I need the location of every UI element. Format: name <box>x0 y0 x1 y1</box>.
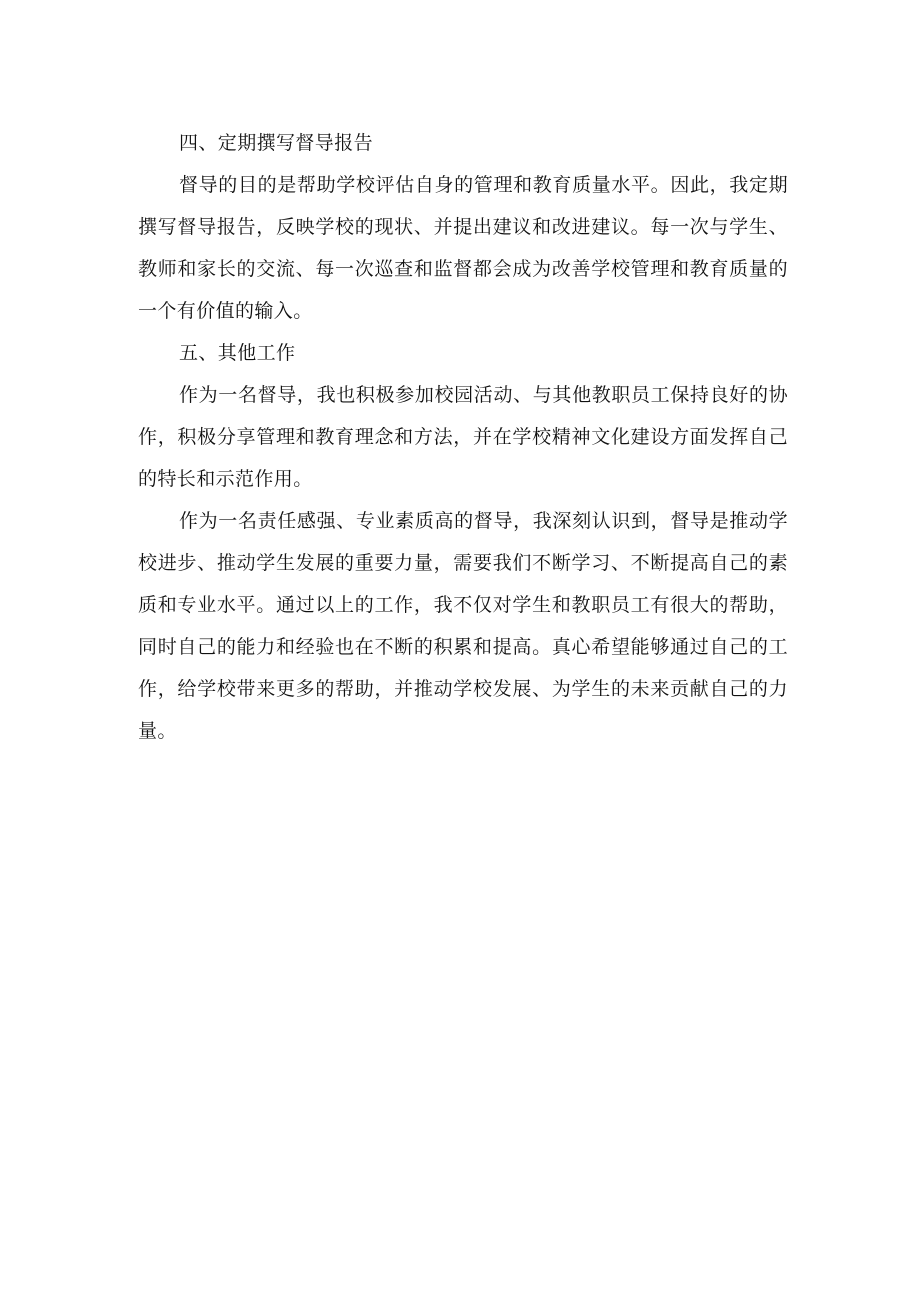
paragraph-other-work: 作为一名督导，我也积极参加校园活动、与其他教职员工保持良好的协作，积极分享管理和教育理念和方法，并在学校精神文化建设方面发挥自己的特长和示范作用。 <box>138 384 788 490</box>
document-body <box>138 122 788 752</box>
section-heading-other-work: 五、其他工作 <box>179 342 296 364</box>
section-heading-supervision-report: 四、定期撰写督导报告 <box>179 132 374 154</box>
paragraph-conclusion: 作为一名责任感强、专业素质高的督导，我深刻认识到，督导是推动学校进步、推动学生发展的重要力量，需要我们不断学习、不断提高自己的素质和专业水平。通过以上的工作，我不仅对学生和教职员工有很大的帮助，同时自己的能力和经验也在不断的积累和提高。真心希望能够通过自己的工作，给学校带来更多的帮助，并推动学校发展、为学生的未来贡献自己的力量。 <box>138 510 788 742</box>
paragraph-supervision-report: 督导的目的是帮助学校评估自身的管理和教育质量水平。因此，我定期撰写督导报告，反映学校的现状、并提出建议和改进建议。每一次与学生、教师和家长的交流、每一次巡查和监督都会成为改善学校管理和教育质量的一个有价值的输入。 <box>138 174 788 322</box>
